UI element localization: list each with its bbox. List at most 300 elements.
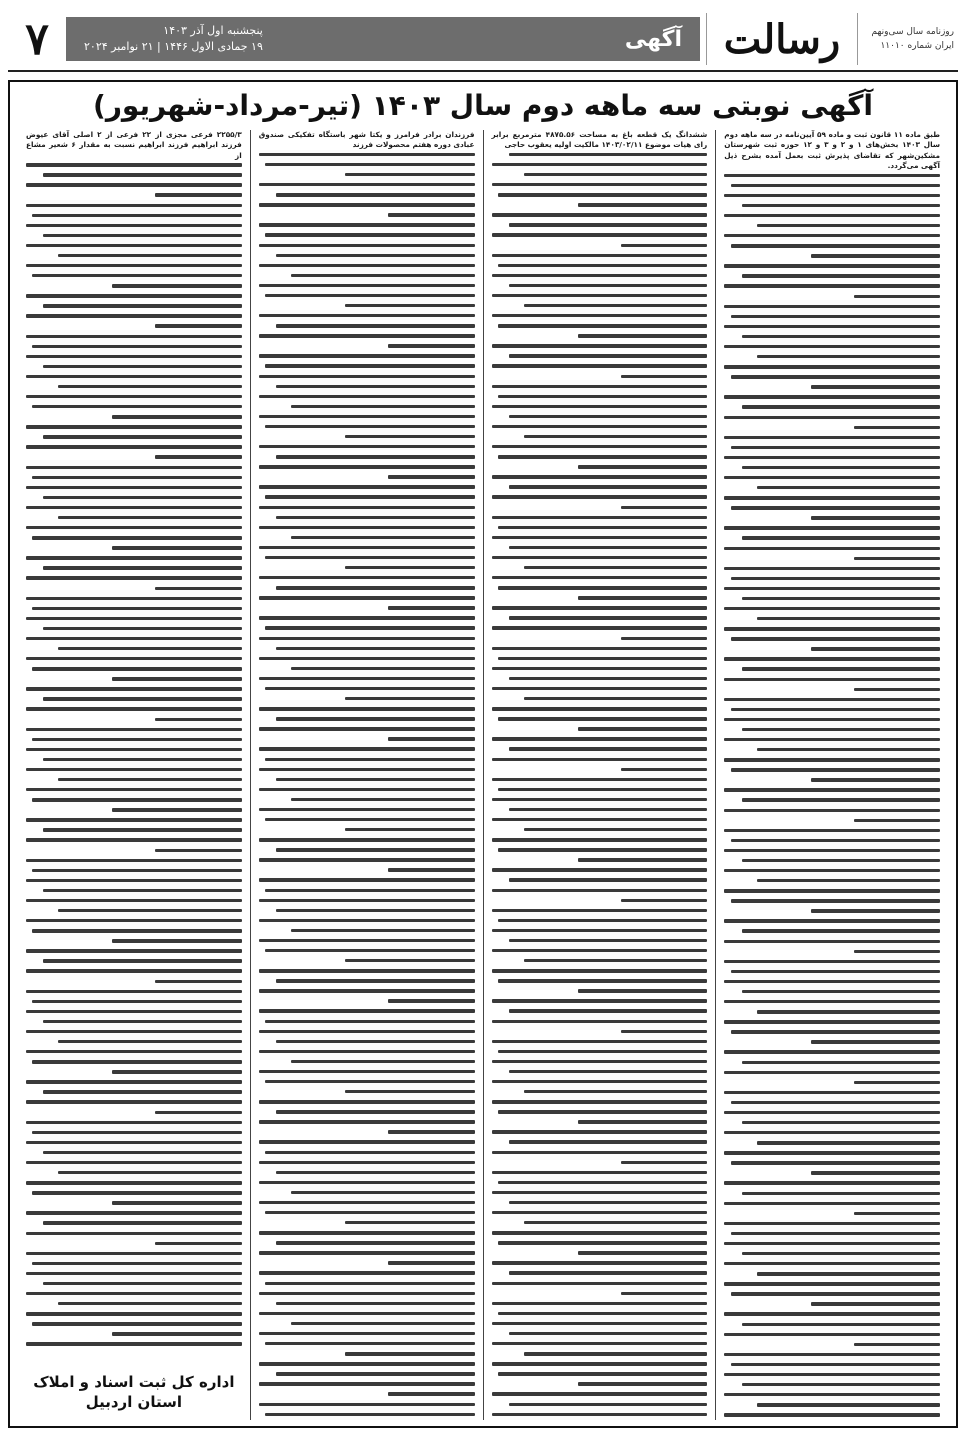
text-line	[724, 214, 940, 217]
text-line	[265, 425, 474, 428]
text-line	[492, 364, 708, 367]
text-line	[492, 707, 708, 710]
text-line	[259, 485, 475, 488]
text-line	[112, 677, 241, 680]
masthead	[8, 8, 958, 72]
text-line	[492, 1020, 708, 1023]
text-line	[724, 1413, 940, 1416]
text-line	[742, 728, 940, 731]
text-line	[259, 1070, 475, 1073]
text-line	[742, 405, 940, 408]
text-line	[388, 213, 474, 216]
text-line	[724, 960, 940, 963]
notice-title: آگهی نوبتی سه ماهه دوم سال ۱۴۰۳ (تیر-مرداد-شهریور)	[93, 89, 873, 122]
text-line	[757, 486, 940, 489]
text-line	[492, 1130, 708, 1133]
text-line	[26, 224, 242, 227]
text-line	[724, 889, 940, 892]
text-line	[492, 1362, 708, 1365]
text-line	[509, 1009, 707, 1012]
column-intro-text: ۲۲۵۵/۳ فرعی مجزی از ۲۲ فرعی از ۲ اصلی آقای عیوض فرزند ابراهیم فرزند ابراهیم نسبت به مقدار ۶ شعیر مشاع از	[26, 130, 242, 160]
text-line	[731, 1232, 940, 1235]
text-line	[578, 727, 707, 730]
text-line	[724, 526, 940, 529]
text-line	[492, 495, 708, 498]
issue-meta-line: ایران شماره ۱۱۰۱۰	[880, 41, 954, 51]
column-body-text	[26, 163, 242, 1420]
text-line	[492, 183, 708, 186]
text-line	[26, 990, 242, 993]
column-body-text	[492, 153, 708, 1420]
text-line	[498, 919, 707, 922]
text-line	[724, 919, 940, 922]
text-line	[43, 234, 241, 237]
text-line	[43, 365, 241, 368]
text-line	[492, 516, 708, 519]
text-line	[155, 1111, 241, 1114]
text-line	[291, 798, 474, 801]
text-line	[265, 294, 474, 297]
text-line	[742, 1252, 940, 1255]
text-line	[259, 546, 475, 549]
column-intro-text: فرزندان برادر فرامرز و یکتا شهر باستگاه تفکیکی صندوق عبادی دوره هفتم محصولات فرزند	[258, 130, 475, 150]
text-line	[724, 567, 940, 570]
text-line	[757, 355, 940, 358]
text-line	[26, 204, 242, 207]
text-line	[621, 375, 707, 378]
text-line	[492, 425, 708, 428]
text-line	[276, 1110, 474, 1113]
text-line	[112, 1332, 241, 1335]
text-line	[26, 859, 242, 862]
text-line	[259, 1030, 475, 1033]
text-line	[724, 1222, 940, 1225]
text-line	[854, 426, 940, 429]
text-line	[724, 718, 940, 721]
text-line	[498, 979, 707, 982]
text-line	[492, 626, 708, 629]
text-line	[259, 788, 475, 791]
text-line	[492, 405, 708, 408]
text-line	[578, 1382, 707, 1385]
text-line	[155, 849, 241, 852]
text-line	[26, 617, 242, 620]
text-line	[259, 727, 475, 730]
text-line	[265, 818, 474, 821]
text-line	[58, 778, 241, 781]
text-line	[742, 929, 940, 932]
text-line	[259, 637, 475, 640]
text-line	[388, 344, 474, 347]
text-line	[259, 526, 475, 529]
text-line	[492, 1060, 708, 1063]
text-line	[492, 213, 708, 216]
text-line	[724, 1000, 940, 1003]
text-line	[265, 758, 474, 761]
text-line	[58, 909, 241, 912]
text-line	[509, 939, 707, 942]
registration-notice	[8, 80, 958, 1428]
text-line	[492, 294, 708, 297]
text-line	[388, 1261, 474, 1264]
text-line	[345, 1221, 474, 1224]
text-line	[724, 264, 940, 267]
text-line	[276, 1241, 474, 1244]
text-line	[26, 294, 242, 297]
text-line	[509, 485, 707, 488]
text-line	[43, 435, 241, 438]
text-line	[26, 687, 242, 690]
text-line	[731, 1030, 940, 1033]
text-line	[43, 889, 241, 892]
text-line	[259, 314, 475, 317]
text-line	[259, 899, 475, 902]
text-line	[259, 939, 475, 942]
text-line	[509, 546, 707, 549]
text-line	[259, 395, 475, 398]
text-line	[259, 506, 475, 509]
text-line	[291, 1322, 474, 1325]
column-body-text	[724, 174, 940, 1420]
text-line	[492, 1322, 708, 1325]
text-line	[492, 314, 708, 317]
text-line	[578, 1251, 707, 1254]
text-line	[259, 1009, 475, 1012]
text-line	[492, 687, 708, 690]
text-line	[724, 436, 940, 439]
text-line	[259, 465, 475, 468]
text-line	[742, 1192, 940, 1195]
text-line	[492, 1151, 708, 1154]
text-line	[724, 1131, 940, 1134]
notice-column-1	[716, 130, 948, 1420]
text-line	[26, 1272, 242, 1275]
text-line	[724, 809, 940, 812]
text-line	[26, 728, 242, 731]
text-line	[578, 203, 707, 206]
text-line	[509, 878, 707, 881]
text-line	[498, 1181, 707, 1184]
text-line	[492, 868, 708, 871]
text-line	[32, 1131, 241, 1134]
text-line	[155, 193, 241, 196]
text-line	[32, 929, 241, 932]
text-line	[345, 566, 474, 569]
text-line	[492, 818, 708, 821]
text-line	[112, 1201, 241, 1204]
text-line	[112, 284, 241, 287]
text-line	[259, 415, 475, 418]
text-line	[26, 879, 242, 882]
text-line	[724, 174, 940, 177]
text-line	[492, 274, 708, 277]
text-line	[265, 687, 474, 690]
text-line	[509, 1271, 707, 1274]
text-line	[58, 254, 241, 257]
text-line	[724, 1202, 940, 1205]
text-line	[265, 495, 474, 498]
text-line	[388, 737, 474, 740]
text-line	[724, 416, 940, 419]
text-line	[43, 173, 241, 176]
text-line	[345, 1352, 474, 1355]
text-line	[498, 717, 707, 720]
text-line	[524, 1090, 707, 1093]
column-body-text	[259, 153, 475, 1420]
issue-date-persian: پنجشنبه اول آذر ۱۴۰۳	[163, 24, 263, 37]
column-intro-text: طبق ماده ۱۱ قانون ثبت و ماده ۵۹ آیین‌نامه در سه ماهه دوم سال ۱۴۰۳ بخش‌های ۱ و ۲ و ۳ و ۱۲ حوزه ثبت شهرستان مشکین‌شهر که تقاضای پذیرش ثبت بعمل آمده بشرح ذیل آگهی می‌گردد.	[724, 130, 941, 171]
text-line	[492, 1040, 708, 1043]
text-line	[524, 1221, 707, 1224]
text-line	[259, 445, 475, 448]
text-line	[724, 1050, 940, 1053]
text-line	[265, 1151, 474, 1154]
text-line	[112, 546, 241, 549]
text-line	[724, 698, 940, 701]
text-line	[259, 375, 475, 378]
text-line	[276, 647, 474, 650]
text-line	[492, 1261, 708, 1264]
issue-meta	[864, 25, 958, 53]
page-number: ۷	[25, 13, 49, 65]
text-line	[58, 647, 241, 650]
text-line	[621, 1161, 707, 1164]
text-line	[259, 747, 475, 750]
text-line	[259, 1362, 475, 1365]
text-line	[742, 1061, 940, 1064]
text-line	[265, 889, 474, 892]
text-line	[26, 264, 242, 267]
text-line	[524, 435, 707, 438]
text-line	[26, 314, 242, 317]
text-line	[854, 1212, 940, 1215]
text-line	[724, 1020, 940, 1023]
text-line	[492, 233, 708, 236]
text-line	[276, 586, 474, 589]
text-line	[492, 1392, 708, 1395]
text-line	[731, 768, 940, 771]
text-line	[291, 405, 474, 408]
text-line	[524, 1352, 707, 1355]
text-line	[112, 808, 241, 811]
text-line	[32, 1191, 241, 1194]
text-line	[32, 345, 241, 348]
text-line	[492, 1191, 708, 1194]
text-line	[498, 788, 707, 791]
text-line	[509, 747, 707, 750]
text-line	[43, 1151, 241, 1154]
text-line	[259, 1403, 475, 1406]
text-line	[854, 688, 940, 691]
text-line	[854, 1081, 940, 1084]
text-line	[26, 375, 242, 378]
text-line	[259, 1251, 475, 1254]
text-line	[259, 768, 475, 771]
text-line	[291, 1191, 474, 1194]
text-line	[26, 395, 242, 398]
text-line	[757, 1010, 940, 1013]
text-line	[259, 878, 475, 881]
text-line	[276, 1372, 474, 1375]
text-line	[742, 204, 940, 207]
text-line	[724, 758, 940, 761]
text-line	[492, 949, 708, 952]
text-line	[492, 889, 708, 892]
text-line	[731, 244, 940, 247]
text-line	[731, 1292, 940, 1295]
text-line	[498, 526, 707, 529]
text-line	[259, 354, 475, 357]
text-line	[26, 1181, 242, 1184]
text-line	[43, 959, 241, 962]
text-line	[731, 970, 940, 973]
text-line	[112, 415, 241, 418]
text-line	[26, 1211, 242, 1214]
text-line	[724, 657, 940, 660]
text-line	[388, 999, 474, 1002]
text-line	[32, 738, 241, 741]
text-line	[26, 526, 242, 529]
text-line	[58, 1302, 241, 1305]
text-line	[578, 465, 707, 468]
text-line	[742, 798, 940, 801]
text-line	[259, 969, 475, 972]
text-line	[259, 1292, 475, 1295]
text-line	[259, 1161, 475, 1164]
text-line	[388, 475, 474, 478]
text-line	[26, 1030, 242, 1033]
text-line	[26, 1050, 242, 1053]
text-line	[265, 163, 474, 166]
text-line	[854, 295, 940, 298]
text-line	[578, 1120, 707, 1123]
text-line	[742, 335, 940, 338]
text-line	[731, 1101, 940, 1104]
text-line	[26, 1252, 242, 1255]
text-line	[259, 858, 475, 861]
notice-column-2	[484, 130, 717, 1420]
text-line	[26, 919, 242, 922]
text-line	[276, 254, 474, 257]
text-line	[43, 1221, 241, 1224]
text-line	[291, 1060, 474, 1063]
text-line	[492, 778, 708, 781]
text-line	[724, 345, 940, 348]
text-line	[26, 1100, 242, 1103]
text-line	[26, 183, 242, 186]
text-line	[524, 697, 707, 700]
text-line	[757, 748, 940, 751]
text-line	[259, 223, 475, 226]
text-line	[724, 849, 940, 852]
text-line	[731, 899, 940, 902]
text-line	[621, 244, 707, 247]
text-line	[509, 1332, 707, 1335]
text-line	[26, 355, 242, 358]
text-line	[259, 919, 475, 922]
text-line	[259, 677, 475, 680]
text-line	[259, 1050, 475, 1053]
text-line	[388, 1130, 474, 1133]
text-line	[43, 758, 241, 761]
text-line	[731, 708, 940, 711]
text-line	[492, 999, 708, 1002]
text-line	[259, 1231, 475, 1234]
text-line	[32, 405, 241, 408]
text-line	[345, 435, 474, 438]
text-line	[524, 959, 707, 962]
text-line	[724, 395, 940, 398]
text-line	[509, 284, 707, 287]
text-line	[811, 778, 940, 781]
text-line	[345, 697, 474, 700]
text-line	[259, 1271, 475, 1274]
text-line	[259, 1382, 475, 1385]
text-line	[742, 466, 940, 469]
text-line	[498, 193, 707, 196]
text-line	[509, 1403, 707, 1406]
text-line	[492, 1231, 708, 1234]
notice-column-3	[251, 130, 484, 1420]
text-line	[276, 778, 474, 781]
text-line	[492, 1171, 708, 1174]
text-line	[259, 153, 475, 156]
text-line	[498, 1050, 707, 1053]
text-line	[26, 838, 242, 841]
text-line	[724, 829, 940, 832]
text-line	[26, 506, 242, 509]
notice-column-4	[18, 130, 251, 1420]
text-line	[492, 909, 708, 912]
text-line	[731, 839, 940, 842]
text-line	[265, 1020, 474, 1023]
text-line	[492, 1100, 708, 1103]
text-line	[32, 274, 241, 277]
text-line	[155, 587, 241, 590]
issue-meta-line: روزنامه سال سی‌ونهم	[871, 27, 954, 37]
text-line	[26, 244, 242, 247]
text-line	[742, 1121, 940, 1124]
signature-block	[18, 1350, 250, 1420]
text-line	[26, 1292, 242, 1295]
text-line	[26, 707, 242, 710]
text-line	[26, 597, 242, 600]
text-line	[32, 214, 241, 217]
text-line	[811, 647, 940, 650]
text-line	[265, 364, 474, 367]
text-line	[43, 1282, 241, 1285]
text-line	[731, 446, 940, 449]
text-line	[498, 657, 707, 660]
text-line	[259, 1201, 475, 1204]
text-line	[742, 1383, 940, 1386]
text-line	[811, 909, 940, 912]
text-line	[578, 596, 707, 599]
text-line	[724, 1151, 940, 1154]
text-line	[492, 838, 708, 841]
text-line	[731, 1363, 940, 1366]
text-line	[32, 476, 241, 479]
text-line	[498, 264, 707, 267]
text-line	[492, 1282, 708, 1285]
text-line	[276, 848, 474, 851]
text-line	[621, 1292, 707, 1295]
text-line	[724, 869, 940, 872]
text-line	[112, 939, 241, 942]
text-line	[509, 808, 707, 811]
text-line	[492, 1413, 708, 1416]
text-line	[492, 445, 708, 448]
